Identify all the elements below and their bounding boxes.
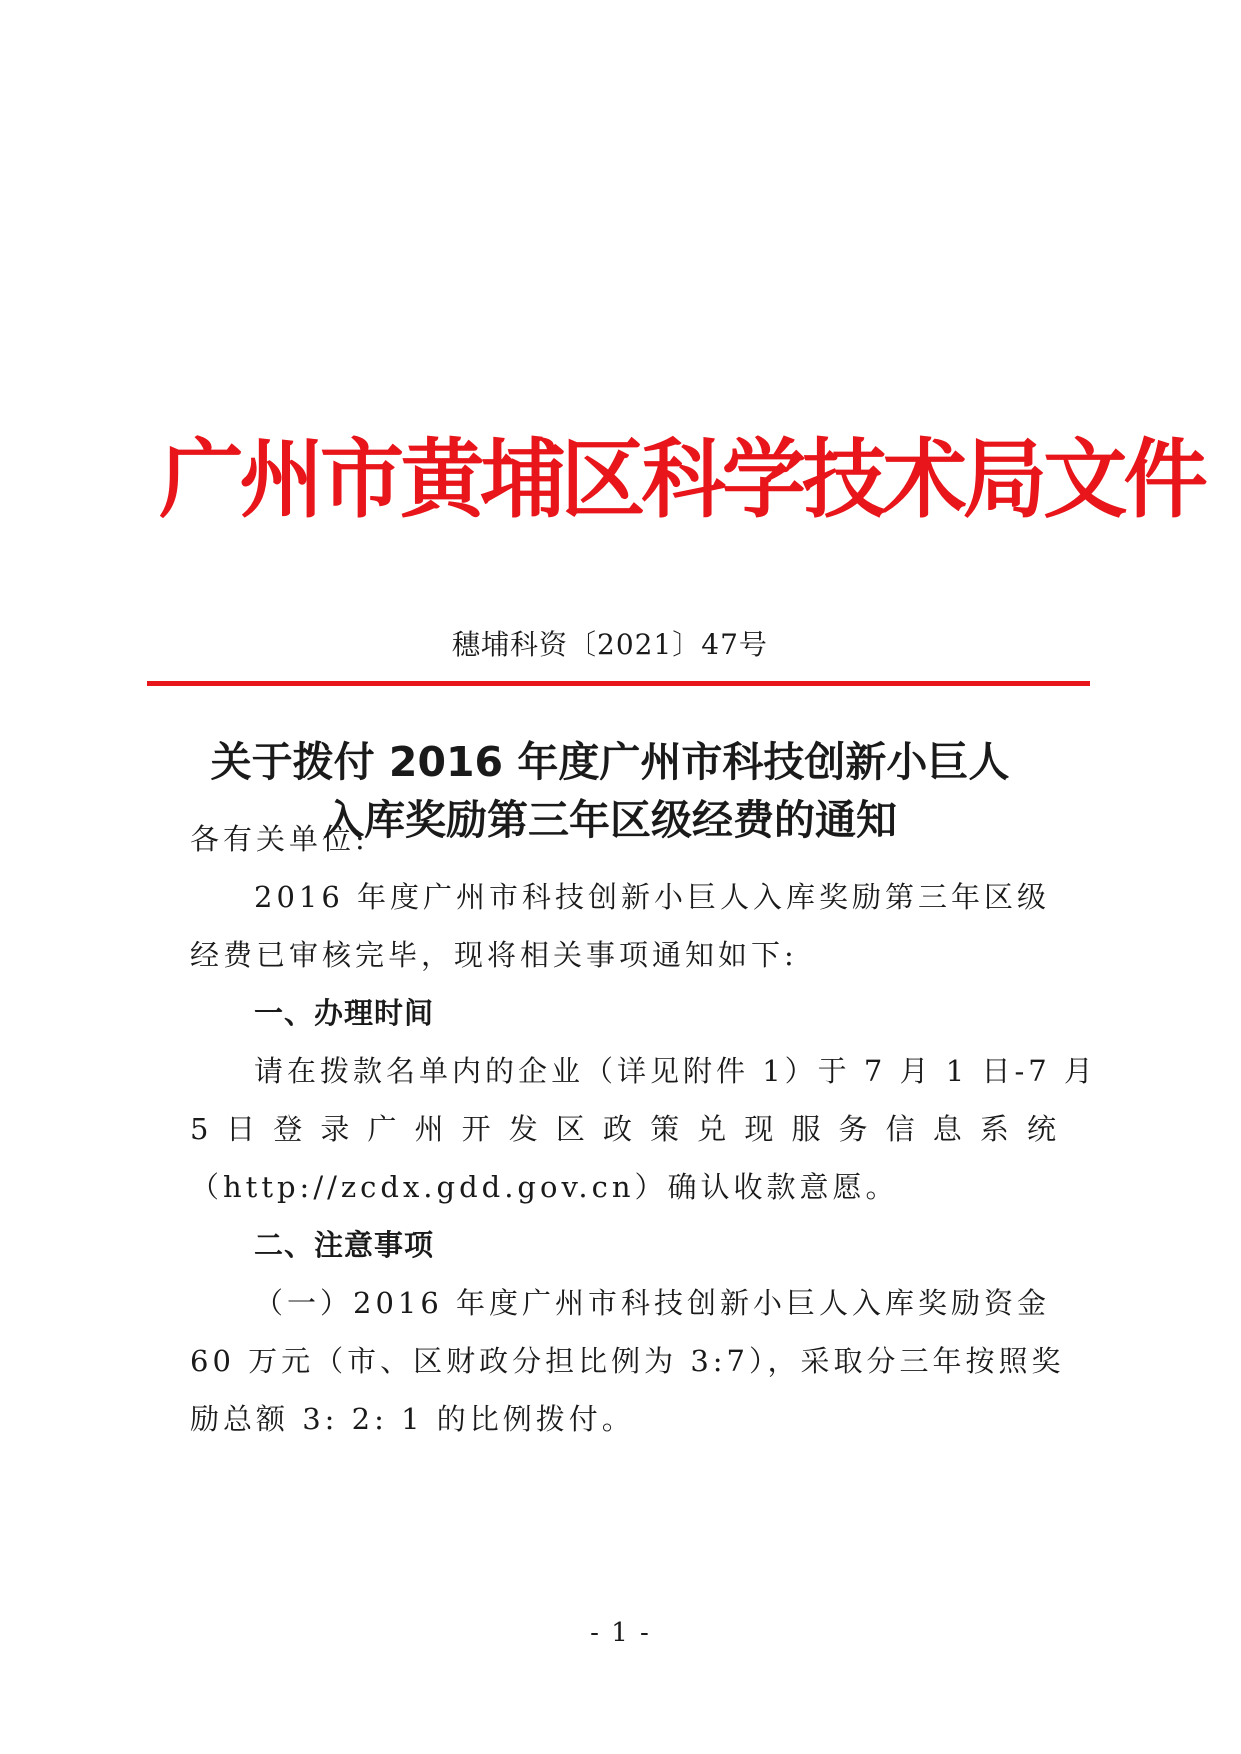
section-heading-handling-time: 一、办理时间 [254, 996, 435, 1030]
notice-title-line-2: 入库奖励第三年区级经费的通知 [323, 796, 897, 844]
notice-title-line-1: 关于拨付 2016 年度广州市科技创新小巨人 [210, 738, 1010, 786]
red-separator-line [147, 681, 1090, 686]
notice-body [190, 810, 1097, 1448]
document-number: 穗埔科资〔2021〕47号 [452, 628, 768, 661]
section2-paragraph-line-3: 励总额 3: 2: 1 的比例拨付。 [190, 1402, 635, 1436]
red-masthead-title: 广州市黄埔区科学技术局文件 [159, 429, 1204, 530]
section1-paragraph-line-3: （http://zcdx.gdd.gov.cn）确认收款意愿。 [190, 1170, 899, 1204]
section1-paragraph-line-2: 5 日 登 录 广 州 开 发 区 政 策 兑 现 服 务 信 息 系 统 [190, 1112, 1060, 1146]
section2-paragraph-line-1: （一）2016 年度广州市科技创新小巨人入库奖励资金 [254, 1286, 1051, 1320]
page-number: - 1 - [590, 1618, 651, 1648]
section-heading-notes: 二、注意事项 [254, 1228, 435, 1262]
section1-paragraph-line-1: 请在拨款名单内的企业（详见附件 1）于 7 月 1 日-7 月 [254, 1054, 1097, 1088]
intro-paragraph-line-2: 经费已审核完毕，现将相关事项通知如下: [190, 938, 798, 972]
section2-paragraph-line-2: 60 万元（市、区财政分担比例为 3:7），采取分三年按照奖 [190, 1344, 1065, 1378]
salutation: 各有关单位: [190, 822, 369, 856]
intro-paragraph-line-1: 2016 年度广州市科技创新小巨人入库奖励第三年区级 [254, 880, 1051, 914]
